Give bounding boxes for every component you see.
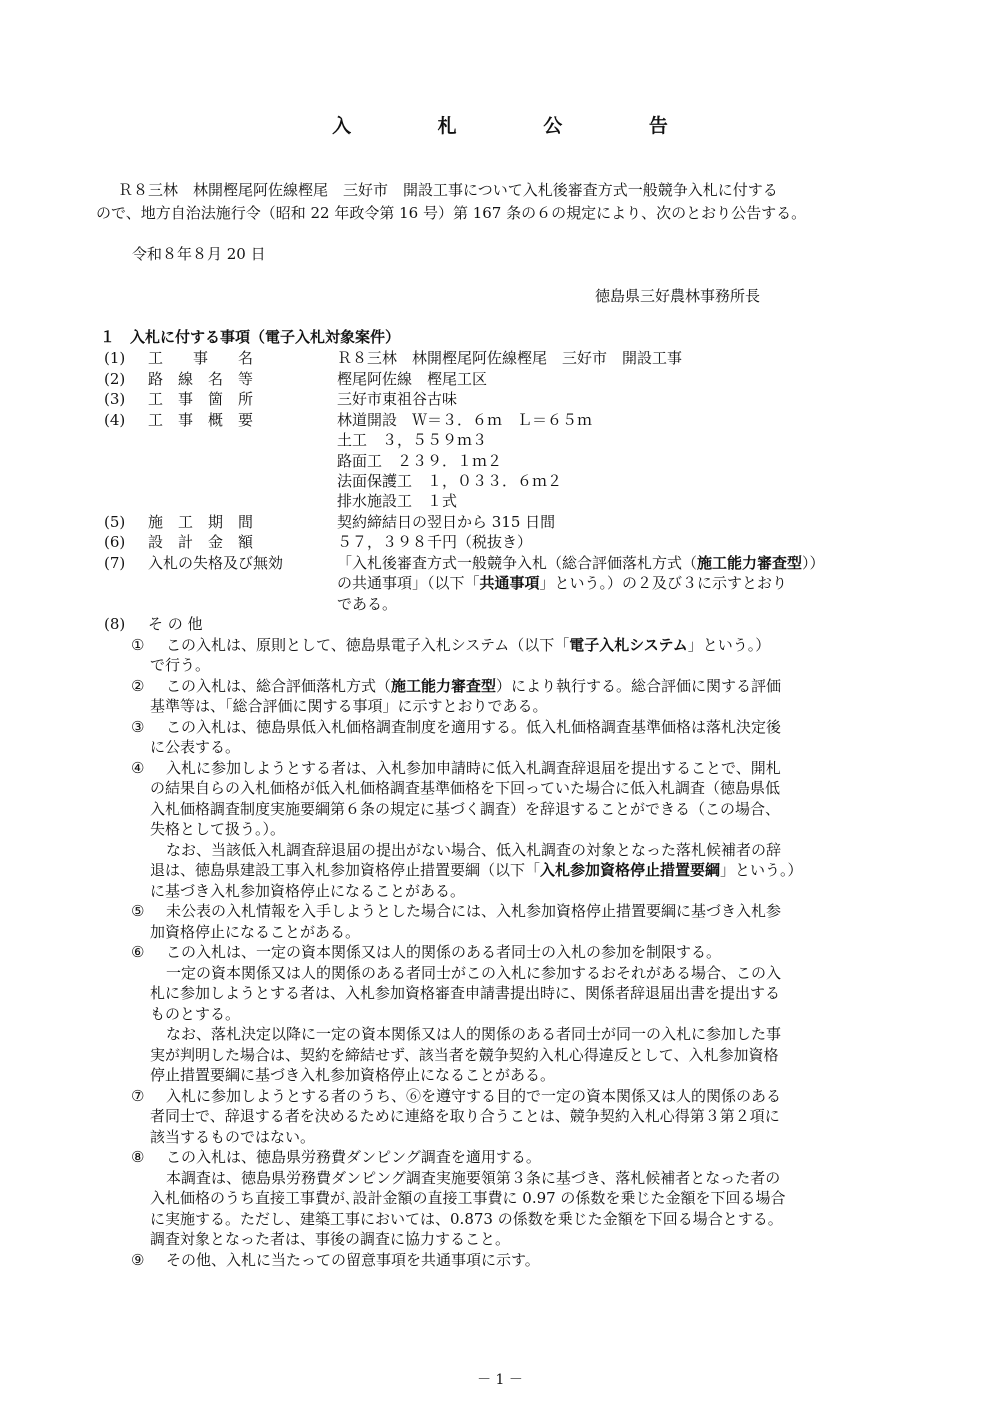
other-9-mark: ⑨ [131, 1251, 145, 1269]
other-8-mark: ⑧ [131, 1148, 145, 1166]
other-6-mark: ⑥ [131, 943, 145, 961]
page-number: － 1 － [477, 1372, 523, 1388]
other-4-line-4: 失格として扱う。）。 [150, 820, 286, 838]
other-6-line-3: 札に参加しようとする者は、入札参加資格審査申請書提出時に、関係者辞退届出書を提出する [150, 984, 781, 1002]
item-2-label: 路 線 名 等 [148, 370, 254, 388]
other-6-line-7: 停止措置要綱に基づき入札参加資格停止になることがある。 [150, 1066, 556, 1084]
item-7-line-3: である。 [337, 595, 398, 613]
item-4-value-2: 土工 ３，５５９ｍ３ [337, 431, 488, 449]
item-4-value-4: 法面保護工 １，０３３．６ｍ２ [337, 472, 563, 490]
item-1-num: (1) [104, 349, 126, 367]
other-6-line-1: この入札は、一定の資本関係又は人的関係のある者同士の入札の参加を制限する。 [166, 943, 722, 961]
other-4-mark: ④ [131, 759, 145, 777]
other-7-line-1: 入札に参加しようとする者のうち、⑥を遵守する目的で一定の資本関係又は人的関係のある [166, 1087, 782, 1105]
item-5-label: 施 工 期 間 [148, 513, 254, 531]
intro-line-1: Ｒ８三林 林開樫尾阿佐線樫尾 三好市 開設工事について入札後審査方式一般競争入札に付する [118, 181, 778, 199]
item-2-value: 樫尾阿佐線 樫尾工区 [337, 370, 488, 388]
other-2-line-2: 基準等は、「総合評価に関する事項」に示すとおりである。 [150, 697, 548, 715]
other-7-line-3: 該当するものではない。 [150, 1128, 316, 1146]
other-5-line-2: 加資格停止になることがある。 [150, 923, 361, 941]
other-4-line-6: 退は、徳島県建設工事入札参加資格停止措置要綱（以下「入札参加資格停止措置要綱」という。） [150, 861, 803, 879]
other-7-line-2: 者同士で、辞退する者を決めるために連絡を取り合うことは、競争契約入札心得第３第２項に [150, 1107, 780, 1125]
item-5-num: (5) [104, 513, 126, 531]
item-6-num: (6) [104, 533, 126, 551]
item-4-value-5: 排水施設工 １式 [337, 492, 458, 510]
other-5-mark: ⑤ [131, 902, 145, 920]
other-6-line-2: 一定の資本関係又は人的関係のある者同士がこの入札に参加するおそれがある場合、この入 [166, 964, 782, 982]
item-4-num: (4) [104, 411, 126, 429]
item-2-num: (2) [104, 370, 126, 388]
item-8-label: そ の 他 [148, 615, 203, 633]
item-7-label: 入札の失格及び無効 [148, 554, 284, 572]
other-4-line-7: に基づき入札参加資格停止になることがある。 [150, 882, 466, 900]
other-4-line-1: 入札に参加しようとする者は、入札参加申請時に低入札調査辞退届を提出することで、開札 [166, 759, 781, 777]
item-5-value: 契約締結日の翌日から 315 日間 [337, 513, 556, 531]
item-4-value-1: 林道開設 Ｗ＝３．６ｍ Ｌ＝６５ｍ [337, 411, 593, 429]
item-1-label: 工 事 名 [148, 349, 254, 367]
other-6-line-4: ものとする。 [150, 1005, 241, 1023]
other-6-line-6: 実が判明した場合は、契約を締結せず、該当者を競争契約入札心得違反として、入札参加資格 [150, 1046, 779, 1064]
intro-line-2: ので、地方自治法施行令（昭和 22 年政令第 16 号）第 167 条の６の規定により、次のとおり公告する。 [96, 204, 807, 222]
notice-date: 令和８年８月 20 日 [132, 245, 266, 263]
other-4-line-2: の結果自らの入札価格が低入札価格調査基準価格を下回っていた場合に低入札調査（徳島県低 [150, 779, 781, 797]
other-6-line-5: なお、落札決定以降に一定の資本関係又は人的関係のある者同士が同一の入札に参加した事 [166, 1025, 782, 1043]
item-1-value: Ｒ８三林 林開樫尾阿佐線樫尾 三好市 開設工事 [337, 349, 683, 367]
section-1-heading: １ 入札に付する事項（電子入札対象案件） [100, 328, 401, 346]
item-7-line-1: 「入札後審査方式一般競争入札（総合評価落札方式（施工能力審査型）） [337, 554, 825, 572]
item-3-value: 三好市東祖谷古味 [337, 390, 458, 408]
other-2-mark: ② [131, 677, 145, 695]
other-8-line-3: 入札価格のうち直接工事費が､設計金額の直接工事費に 0.97 の係数を乗じた金額を下回る場合 [150, 1189, 786, 1207]
other-3-line-1: この入札は、徳島県低入札価格調査制度を適用する。低入札価格調査基準価格は落札決定後 [166, 718, 782, 736]
item-6-label: 設 計 金 額 [148, 533, 254, 551]
other-3-mark: ③ [131, 718, 145, 736]
other-4-line-5: なお、当該低入札調査辞退届の提出がない場合、低入札調査の対象となった落札候補者の辞 [166, 841, 782, 859]
other-7-mark: ⑦ [131, 1087, 145, 1105]
other-4-line-3: 入札価格調査制度実施要綱第６条の規定に基づく調査）を辞退することができる（この場合、 [150, 800, 781, 818]
other-1-line-2: で行う。 [150, 656, 211, 674]
item-6-value: ５７，３９８千円（税抜き） [337, 533, 533, 551]
other-3-line-2: に公表する。 [150, 738, 241, 756]
other-8-line-4: に実施する。ただし、建築工事においては、0.873 の係数を乗じた金額を下回る場合とする。 [150, 1210, 783, 1228]
other-8-line-1: この入札は、徳島県労務費ダンピング調査を適用する。 [166, 1148, 541, 1166]
item-7-line-2: の共通事項」（以下「共通事項」という。）の２及び３に示すとおり [337, 574, 788, 592]
other-2-line-1: この入札は、総合評価落札方式（施工能力審査型）により執行する。総合評価に関する評価 [166, 677, 782, 695]
item-3-label: 工 事 箇 所 [148, 390, 254, 408]
other-8-line-5: 調査対象となった者は、事後の調査に協力すること。 [150, 1230, 511, 1248]
page-title: 入 札 公 告 [332, 115, 708, 137]
other-8-line-2: 本調査は、徳島県労務費ダンピング調査実施要領第３条に基づき、落札候補者となった者の [166, 1169, 781, 1187]
item-4-label: 工 事 概 要 [148, 411, 254, 429]
other-9-line-1: その他、入札に当たっての留意事項を共通事項に示す。 [166, 1251, 540, 1269]
item-8-num: (8) [104, 615, 126, 633]
item-7-num: (7) [104, 554, 126, 572]
issuer: 徳島県三好農林事務所長 [595, 287, 761, 305]
item-3-num: (3) [104, 390, 126, 408]
other-1-line-1: この入札は、原則として、徳島県電子入札システム（以下「電子入札システム」という。） [166, 636, 771, 654]
other-5-line-1: 未公表の入札情報を入手しようとした場合には、入札参加資格停止措置要綱に基づき入札参 [166, 902, 782, 920]
other-1-mark: ① [131, 636, 145, 654]
item-4-value-3: 路面工 ２３９．１ｍ２ [337, 452, 503, 470]
